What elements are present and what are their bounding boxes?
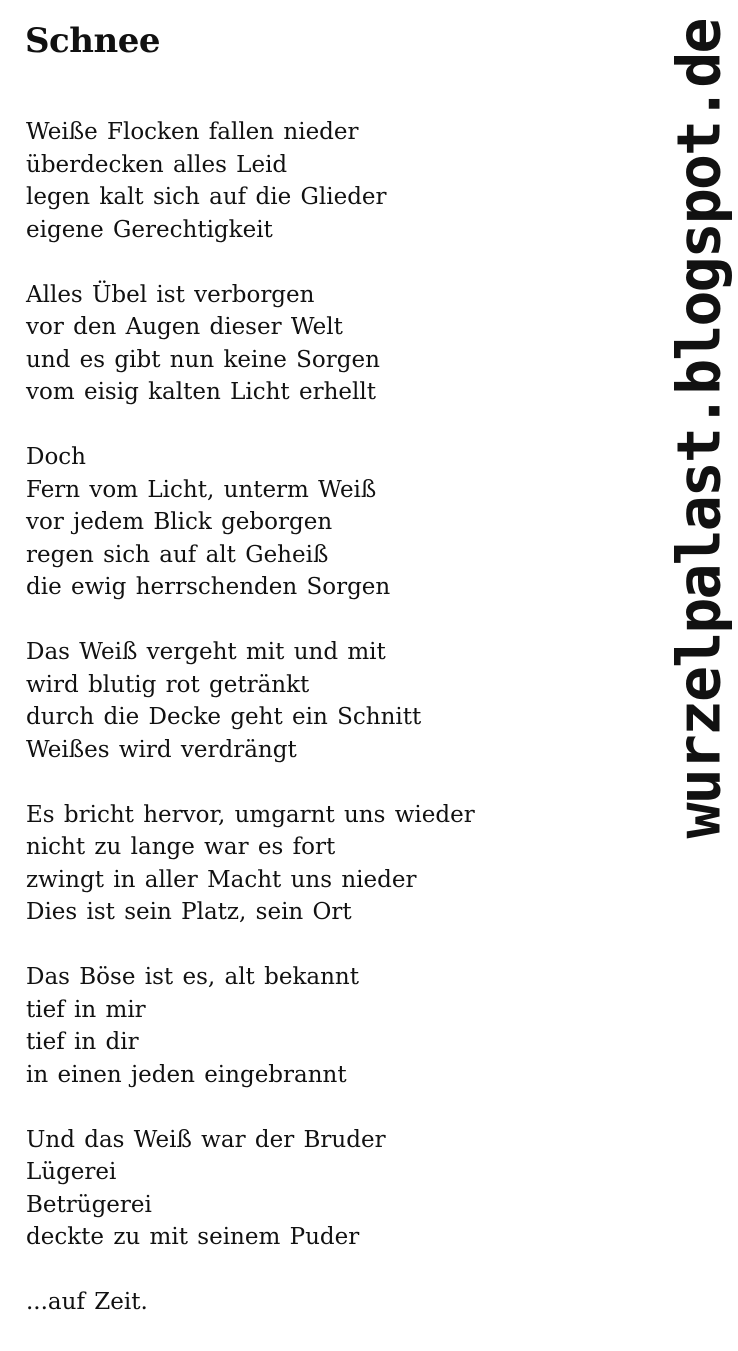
poem-line: eigene Gerechtigkeit xyxy=(26,216,273,243)
poem-line: in einen jeden eingebrannt xyxy=(26,1061,347,1088)
poem-line: vor den Augen dieser Welt xyxy=(26,314,343,340)
poem-line: vor jedem Blick geborgen xyxy=(26,509,333,535)
poem-line: vom eisig kalten Licht erhellt xyxy=(26,379,376,405)
poem-line: durch die Decke geht ein Schnitt xyxy=(26,704,422,730)
stanza xyxy=(26,441,586,604)
page-title: Schnee xyxy=(25,21,160,61)
poem-line: deckte zu mit seinem Puder xyxy=(26,1224,360,1250)
stanza xyxy=(26,961,586,1091)
poem-line: ...auf Zeit. xyxy=(26,1289,148,1315)
poem-line: Weiße Flocken fallen nieder xyxy=(26,119,359,145)
poem-line: zwingt in aller Macht uns nieder xyxy=(26,866,417,893)
poem-line: Es bricht hervor, umgarnt uns wieder xyxy=(26,801,475,828)
watermark xyxy=(664,4,735,854)
poem-line: tief in mir xyxy=(26,996,146,1023)
poem-line: Alles Übel ist verborgen xyxy=(26,281,315,308)
poem-line: Dies ist sein Platz, sein Ort xyxy=(26,899,352,925)
poem-line: Das Weiß vergeht mit und mit xyxy=(26,639,386,665)
stanza xyxy=(26,636,586,766)
poem-line: Und das Weiß war der Bruder xyxy=(26,1126,386,1153)
stanza xyxy=(26,1286,586,1319)
poem-line: tief in dir xyxy=(26,1029,139,1055)
poem-line: Fern vom Licht, unterm Weiß xyxy=(26,476,377,503)
poem-line: Doch xyxy=(26,444,86,470)
stanza xyxy=(26,279,586,409)
poem-line: legen kalt sich auf die Glieder xyxy=(26,184,387,210)
poem-line: überdecken alles Leid xyxy=(26,151,288,178)
poem-line: und es gibt nun keine Sorgen xyxy=(26,346,380,373)
poem-line: regen sich auf alt Geheiß xyxy=(26,541,329,568)
poem-line: nicht zu lange war es fort xyxy=(26,834,336,860)
poem-line: Das Böse ist es, alt bekannt xyxy=(26,964,359,990)
stanza xyxy=(26,799,586,929)
poem xyxy=(26,116,586,1351)
stanza xyxy=(26,1124,586,1254)
poem-line: die ewig herrschenden Sorgen xyxy=(26,574,391,600)
poem-line: Lügerei xyxy=(26,1159,117,1185)
poem-line: Weißes wird verdrängt xyxy=(26,736,297,763)
stanza xyxy=(26,116,586,246)
poem-line: Betrügerei xyxy=(26,1191,152,1218)
poem-line: wird blutig rot getränkt xyxy=(26,671,310,698)
watermark-text: wurzelpalast.blogspot.de xyxy=(664,19,735,839)
